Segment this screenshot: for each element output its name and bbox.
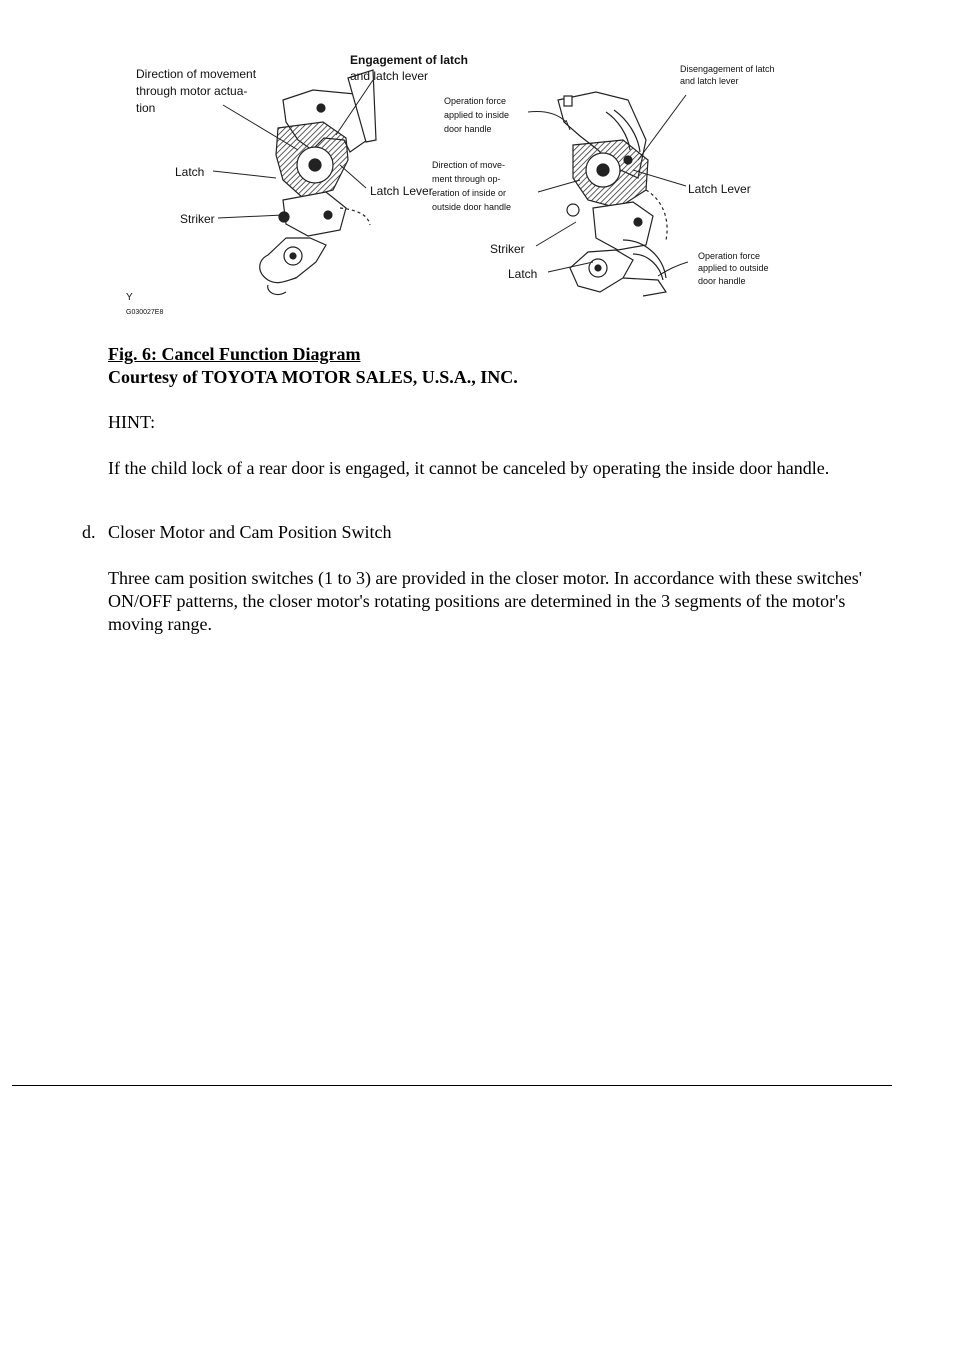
figure-courtesy: Courtesy of TOYOTA MOTOR SALES, U.S.A., INC. (108, 367, 518, 387)
corner-y-label: Y (126, 292, 133, 303)
label-op-inside-line3: door handle (444, 124, 492, 134)
label-striker-left: Striker (180, 212, 215, 226)
hint-text: If the child lock of a rear door is engaged, it cannot be canceled by operating the inside door handle. (108, 458, 830, 478)
figure-caption-title: Fig. 6: Cancel Function Diagram (108, 344, 361, 364)
section-d-title: Closer Motor and Cam Position Switch (108, 522, 392, 542)
right-latch-mechanism (558, 92, 667, 296)
footer-divider (12, 1085, 892, 1086)
label-direction-line2: through motor actua- (136, 84, 248, 98)
label-dir-move-line4: outside door handle (432, 202, 512, 212)
label-dir-move-line1: Direction of move- (432, 160, 506, 170)
section-d-text: Three cam position switches (1 to 3) are provided in the closer motor. In accordance with these switches' ON/OFF patterns, the closer motor's rotating positions are determined in the 3 segments of the motor's moving range. (108, 568, 863, 634)
label-striker-right: Striker (490, 242, 525, 256)
label-direction-line1: Direction of movement (136, 67, 257, 81)
label-engagement-line1: Engagement of latch (350, 53, 469, 67)
list-marker-d: d. (82, 522, 96, 542)
label-dir-move-line2: ment through op- (432, 174, 501, 184)
label-disengagement-line1: Disengagement of latch (680, 64, 775, 74)
label-dir-move-line3: eration of inside or (432, 188, 507, 198)
label-latch-left: Latch (175, 165, 205, 179)
label-op-outside-line3: door handle (698, 276, 746, 286)
label-op-inside-line1: Operation force (444, 96, 507, 106)
hint-label: HINT: (108, 412, 156, 432)
label-disengagement-line2: and latch lever (680, 76, 739, 86)
label-engagement-line2: and latch lever (350, 69, 429, 83)
label-latch-lever-right: Latch Lever (688, 182, 751, 196)
figure-code: G030027E8 (126, 309, 164, 316)
label-op-outside-line1: Operation force (698, 251, 761, 261)
label-direction-line3: tion (136, 101, 156, 115)
label-latch-lever-left: Latch Lever (370, 184, 433, 198)
label-latch-right: Latch (508, 267, 538, 281)
left-latch-mechanism (260, 70, 376, 294)
label-op-outside-line2: applied to outside (698, 263, 769, 273)
cancel-function-diagram (118, 40, 808, 325)
label-op-inside-line2: applied to inside (444, 110, 510, 120)
